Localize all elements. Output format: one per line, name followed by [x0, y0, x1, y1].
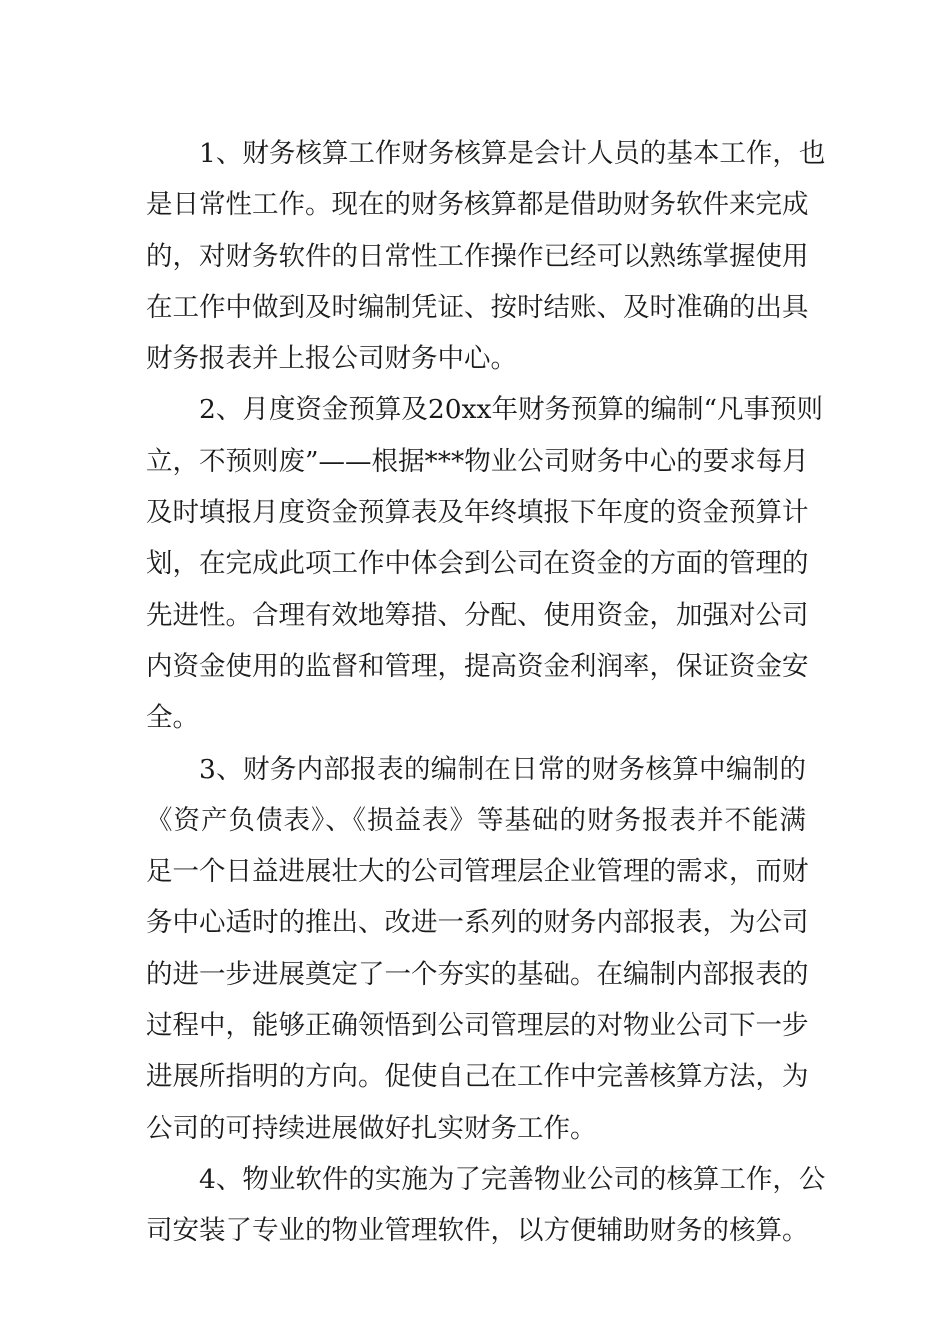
text-line: 足一个日益进展壮大的公司管理层企业管理的需求，而财 [146, 856, 809, 888]
text-line: 的，对财务软件的日常性工作操作已经可以熟练掌握使用 [146, 240, 809, 272]
text-line: 全。 [146, 702, 199, 734]
document-body [146, 128, 826, 1257]
text-line: 在工作中做到及时编制凭证、按时结账、及时准确的出具 [146, 291, 809, 323]
text-line: 立，不预则废”——根据***物业公司财务中心的要求每月 [146, 445, 809, 477]
text-line: 《资产负债表》、《损益表》等基础的财务报表并不能满 [146, 804, 806, 836]
text-line: 务中心适时的推出、改进一系列的财务内部报表，为公司 [146, 907, 809, 939]
text-line: 及时填报月度资金预算表及年终填报下年度的资金预算计 [146, 497, 809, 529]
text-line: 公司的可持续进展做好扎实财务工作。 [146, 1112, 597, 1144]
text-line: 过程中，能够正确领悟到公司管理层的对物业公司下一步 [146, 1010, 809, 1042]
text-line: 财务报表并上报公司财务中心。 [146, 343, 517, 375]
text-line: 内资金使用的监督和管理，提高资金利润率，保证资金安 [146, 650, 809, 682]
paragraph-2 [146, 384, 824, 743]
text-line: 是日常性工作。现在的财务核算都是借助财务软件来完成 [146, 189, 809, 221]
text-line: 的进一步进展奠定了一个夯实的基础。在编制内部报表的 [146, 958, 809, 990]
text-line: 先进性。合理有效地筹措、分配、使用资金，加强对公司 [146, 599, 809, 631]
paragraph-1 [146, 128, 826, 384]
text-line: 4、物业软件的实施为了完善物业公司的核算工作，公 [199, 1163, 826, 1195]
text-line: 进展所指明的方向。促使自己在工作中完善核算方法，为 [146, 1061, 809, 1093]
paragraph-3 [146, 744, 809, 1154]
text-line: 3、财务内部报表的编制在日常的财务核算中编制的 [199, 753, 806, 785]
text-line: 司安装了专业的物业管理软件，以方便辅助财务的核算。 [146, 1215, 809, 1247]
text-line: 划，在完成此项工作中体会到公司在资金的方面的管理的 [146, 548, 809, 580]
text-line: 2、月度资金预算及20xx年财务预算的编制“凡事预则 [199, 394, 824, 426]
paragraph-4 [146, 1154, 826, 1257]
text-line: 1、财务核算工作财务核算是会计人员的基本工作，也 [199, 138, 826, 169]
